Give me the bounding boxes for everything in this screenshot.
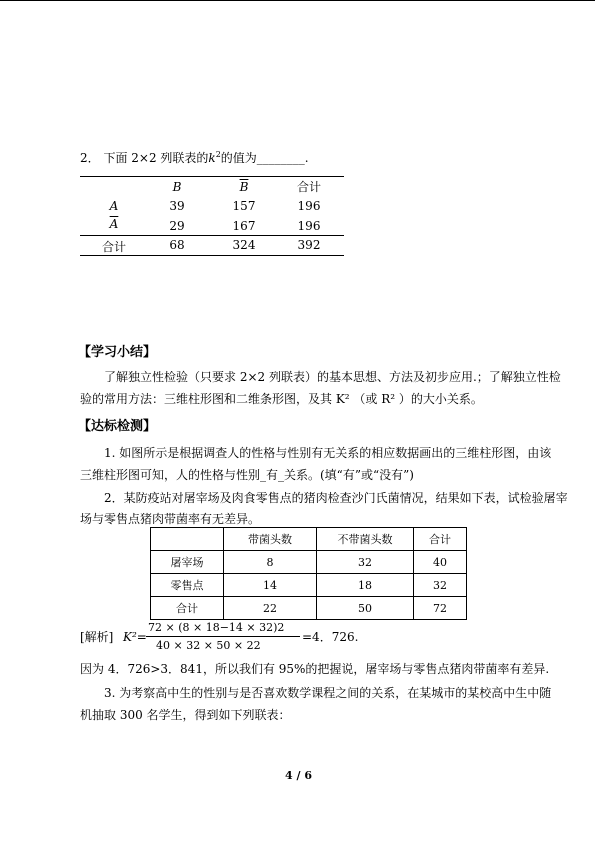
table-cell: 14 — [224, 574, 317, 597]
table-row-a-bar-label: $\overline{A}$ — [109, 217, 119, 231]
table-cell: 39 — [169, 199, 185, 213]
table-cell: 196 — [297, 199, 321, 213]
table-cell — [151, 528, 224, 551]
test-q3-line-1: 3. 为考察高中生的性别与是否喜欢数学课程之间的关系，在某城市的某校高中生中随 — [104, 686, 552, 700]
table-cell: 18 — [317, 574, 414, 597]
question-2-prefix: 2． 下面 2×2 列联表的 — [80, 151, 209, 165]
table-cell: 196 — [297, 219, 321, 233]
table-row — [151, 528, 467, 551]
page-number: 4 / 6 — [285, 769, 312, 782]
fraction-bar — [146, 636, 300, 637]
formula-denominator: 40 × 32 × 50 × 22 — [156, 639, 261, 652]
table-cell: 157 — [232, 199, 256, 213]
test-q2-line-2: 场与零售点猪肉带菌率有无差异。 — [80, 512, 261, 526]
table-cell: 68 — [169, 238, 185, 252]
table-cell: 324 — [232, 238, 256, 252]
question-2-exponent: 2 — [215, 150, 221, 159]
table-header-total: 合计 — [296, 180, 321, 194]
test-q1-line-1: 1. 如图所示是根据调查人的性格与性别有无关系的相应数据画出的三维柱形图，由该 — [104, 446, 552, 460]
analysis-label: [解析] — [80, 630, 114, 644]
table-cell: 72 — [414, 597, 467, 620]
table-cell: 32 — [414, 574, 467, 597]
table-total-separator — [80, 235, 344, 236]
table-row — [151, 551, 467, 574]
test-q1-line-2: 三维柱形图可知，人的性格与性别_有_关系。(填“有”或“没有”) — [80, 468, 414, 482]
bacteria-table — [150, 527, 467, 620]
table-cell: 40 — [414, 551, 467, 574]
table-cell: 屠宰场 — [151, 551, 224, 574]
analysis-k2: K²= — [123, 630, 147, 644]
table-row — [151, 574, 467, 597]
table-row — [151, 597, 467, 620]
table-cell: 零售点 — [151, 574, 224, 597]
test-q3-line-2: 机抽取 300 名学生，得到如下列联表： — [80, 708, 291, 722]
conclusion-line: 因为 4．726>3．841，所以我们有 95%的把握说，屠宰场与零售点猪肉带菌率有差异. — [80, 662, 550, 676]
page-top-rule — [0, 0, 595, 1]
summary-line-2: 验的常用方法：三维柱形图和二维条形图，及其 K² （或 R² ）的大小关系。 — [80, 392, 483, 406]
question-2-suffix: 的值为________. — [220, 151, 309, 165]
table-cell: 22 — [224, 597, 317, 620]
table-header-b-bar: $\overline{B}$ — [239, 180, 249, 194]
table-cell: 29 — [169, 219, 185, 233]
table-header-b: B — [172, 180, 182, 194]
summary-heading: 【学习小结】 — [78, 345, 157, 360]
formula-numerator: 72 × (8 × 18−14 × 32)2 — [148, 621, 285, 634]
contingency-table-2x2 — [80, 176, 344, 256]
table-cell: 167 — [232, 219, 256, 233]
table-header-cell: 带菌头数 — [224, 528, 317, 551]
summary-line-1: 了解独立性检验（只要求 2×2 列联表）的基本思想、方法及初步应用.；了解独立性检 — [104, 370, 561, 384]
table-cell: 50 — [317, 597, 414, 620]
table-header-cell: 不带菌头数 — [317, 528, 414, 551]
table-cell: 合计 — [151, 597, 224, 620]
question-2-k: k — [208, 151, 216, 165]
formula-result: =4．726. — [302, 630, 359, 644]
table-row-total-label: 合计 — [101, 240, 126, 254]
table-cell: 32 — [317, 551, 414, 574]
question-2 — [80, 147, 309, 166]
table-cell: 392 — [297, 238, 321, 252]
table-header-cell: 合计 — [414, 528, 467, 551]
table-cell: 8 — [224, 551, 317, 574]
test-heading: 【达标检测】 — [78, 419, 157, 434]
test-q2-line-1: 2．某防疫站对屠宰场及肉食零售点的猪肉检查沙门氏菌情况，结果如下表，试检验屠宰 — [104, 491, 568, 505]
table-row-a-label: A — [109, 199, 119, 213]
